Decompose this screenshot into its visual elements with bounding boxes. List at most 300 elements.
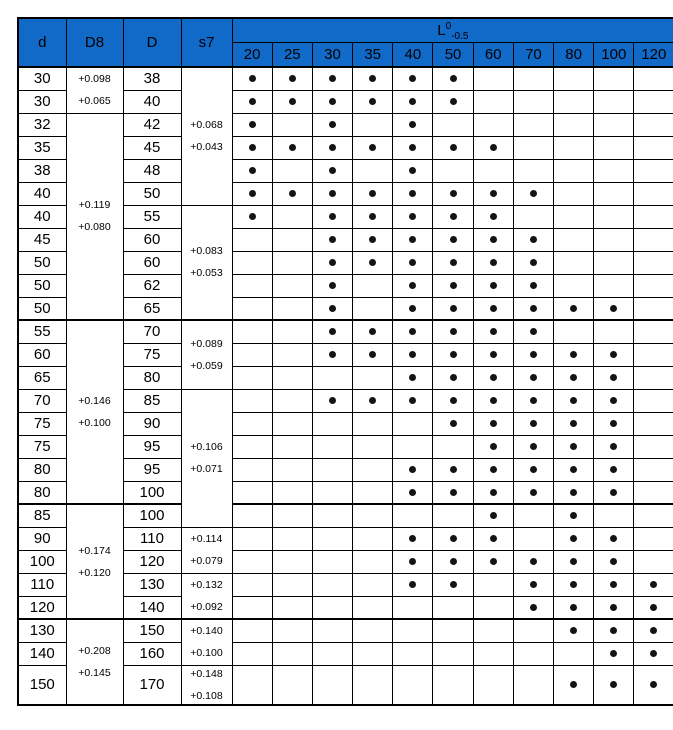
length-availability-cell — [312, 182, 352, 205]
dot-icon — [450, 144, 457, 151]
length-availability-cell — [634, 343, 673, 366]
dot-icon — [329, 351, 336, 358]
col-header-L-40: 40 — [393, 43, 433, 68]
length-availability-cell — [554, 297, 594, 320]
d-value-cell: 75 — [18, 435, 66, 458]
length-availability-cell — [634, 320, 673, 343]
table-row — [18, 320, 673, 343]
length-availability-cell — [554, 550, 594, 573]
length-availability-cell — [353, 159, 393, 182]
dot-icon — [289, 98, 296, 105]
length-availability-cell — [513, 412, 553, 435]
length-availability-cell — [473, 573, 513, 596]
length-availability-cell — [634, 527, 673, 550]
length-availability-cell — [393, 642, 433, 665]
length-availability-cell — [272, 251, 312, 274]
dot-icon — [329, 121, 336, 128]
d-value-cell: 150 — [18, 665, 66, 705]
dot-icon — [490, 259, 497, 266]
length-availability-cell — [554, 412, 594, 435]
length-availability-cell — [634, 619, 673, 642]
dot-icon — [530, 305, 537, 312]
length-availability-cell — [554, 435, 594, 458]
tolerance-upper: +0.140 — [190, 625, 223, 638]
length-availability-cell — [232, 159, 272, 182]
tolerance-lower: +0.071 — [190, 463, 223, 475]
length-availability-cell — [353, 596, 393, 619]
dot-icon — [369, 190, 376, 197]
length-availability-cell — [594, 320, 634, 343]
dot-icon — [610, 558, 617, 565]
length-availability-cell — [634, 504, 673, 527]
length-availability-cell — [232, 67, 272, 90]
length-availability-cell — [232, 642, 272, 665]
length-availability-cell — [554, 642, 594, 665]
length-availability-cell — [513, 573, 553, 596]
D-value-cell: 140 — [123, 596, 181, 619]
s7-tolerance-cell — [181, 665, 232, 705]
length-availability-cell — [312, 550, 352, 573]
dot-icon — [329, 98, 336, 105]
tolerance-upper: +0.068 — [190, 119, 223, 132]
length-availability-cell — [353, 67, 393, 90]
dot-icon — [369, 144, 376, 151]
length-availability-cell — [393, 90, 433, 113]
dot-icon — [409, 581, 416, 588]
length-availability-cell — [594, 412, 634, 435]
length-availability-cell — [433, 113, 473, 136]
D-value-cell: 48 — [123, 159, 181, 182]
dot-icon — [570, 374, 577, 381]
length-availability-cell — [634, 297, 673, 320]
length-availability-cell — [554, 182, 594, 205]
length-availability-cell — [554, 366, 594, 389]
tolerance-upper: +0.148 — [190, 667, 223, 680]
dot-icon — [450, 558, 457, 565]
length-availability-cell — [473, 274, 513, 297]
length-availability-cell — [554, 113, 594, 136]
table-row — [18, 67, 673, 90]
length-availability-cell — [272, 136, 312, 159]
length-availability-cell — [473, 343, 513, 366]
length-availability-cell — [353, 435, 393, 458]
length-availability-cell — [272, 366, 312, 389]
dot-icon — [490, 213, 497, 220]
dot-icon — [329, 213, 336, 220]
length-availability-cell — [312, 228, 352, 251]
length-availability-cell — [312, 412, 352, 435]
d-value-cell: 75 — [18, 412, 66, 435]
dot-icon — [450, 466, 457, 473]
length-availability-cell — [353, 573, 393, 596]
length-availability-cell — [594, 435, 634, 458]
length-availability-cell — [353, 619, 393, 642]
dot-icon — [570, 466, 577, 473]
col-header-L-30: 30 — [312, 43, 352, 68]
length-availability-cell — [393, 228, 433, 251]
dot-icon — [249, 144, 256, 151]
tolerance-lower: +0.065 — [78, 95, 111, 108]
length-availability-cell — [433, 389, 473, 412]
length-availability-cell — [272, 481, 312, 504]
dot-icon — [450, 213, 457, 220]
d-value-cell: 65 — [18, 366, 66, 389]
tolerance-lower: +0.059 — [190, 359, 223, 372]
length-availability-cell — [513, 389, 553, 412]
length-availability-cell — [594, 573, 634, 596]
dot-icon — [570, 443, 577, 450]
dot-icon — [530, 558, 537, 565]
s7-tolerance-cell — [181, 527, 232, 573]
length-availability-cell — [473, 136, 513, 159]
length-availability-cell — [594, 389, 634, 412]
length-availability-cell — [312, 159, 352, 182]
length-availability-cell — [554, 274, 594, 297]
length-availability-cell — [232, 573, 272, 596]
D-value-cell: 55 — [123, 205, 181, 228]
dot-icon — [450, 535, 457, 542]
length-availability-cell — [513, 619, 553, 642]
length-availability-cell — [353, 481, 393, 504]
dot-icon — [369, 328, 376, 335]
dot-icon — [610, 443, 617, 450]
dot-icon — [329, 259, 336, 266]
length-availability-cell — [473, 366, 513, 389]
D-value-cell: 60 — [123, 251, 181, 274]
length-availability-cell — [393, 297, 433, 320]
length-availability-cell — [312, 136, 352, 159]
D-value-cell: 70 — [123, 320, 181, 343]
length-availability-cell — [433, 320, 473, 343]
length-availability-cell — [513, 550, 553, 573]
length-availability-cell — [594, 67, 634, 90]
length-availability-cell — [433, 596, 473, 619]
tolerance-upper: +0.106 — [190, 441, 223, 453]
d-value-cell: 40 — [18, 182, 66, 205]
length-availability-cell — [594, 642, 634, 665]
length-availability-cell — [232, 136, 272, 159]
D-value-cell: 160 — [123, 642, 181, 665]
col-header-L — [232, 18, 673, 43]
dot-icon — [570, 397, 577, 404]
dot-icon — [610, 305, 617, 312]
length-availability-cell — [312, 274, 352, 297]
length-availability-cell — [473, 251, 513, 274]
length-availability-cell — [272, 619, 312, 642]
dot-icon — [530, 581, 537, 588]
dot-icon — [450, 98, 457, 105]
length-availability-cell — [393, 159, 433, 182]
length-availability-cell — [513, 458, 553, 481]
length-availability-cell — [232, 665, 272, 705]
d-value-cell: 50 — [18, 297, 66, 320]
tolerance-upper: +0.174 — [78, 544, 111, 557]
length-availability-cell — [554, 228, 594, 251]
length-availability-cell — [594, 136, 634, 159]
dot-icon — [409, 259, 416, 266]
length-availability-cell — [634, 642, 673, 665]
dot-icon — [490, 397, 497, 404]
length-availability-cell — [513, 366, 553, 389]
length-availability-cell — [433, 182, 473, 205]
length-availability-cell — [312, 642, 352, 665]
length-availability-cell — [353, 274, 393, 297]
length-availability-cell — [473, 550, 513, 573]
D-value-cell: 80 — [123, 366, 181, 389]
table-row — [18, 504, 673, 527]
length-availability-cell — [594, 619, 634, 642]
dot-icon — [490, 558, 497, 565]
D-value-cell: 85 — [123, 389, 181, 412]
length-availability-cell — [393, 113, 433, 136]
length-availability-cell — [634, 412, 673, 435]
length-availability-cell — [232, 550, 272, 573]
length-availability-cell — [353, 251, 393, 274]
length-availability-cell — [634, 573, 673, 596]
length-availability-cell — [393, 343, 433, 366]
dot-icon — [530, 190, 537, 197]
length-availability-cell — [634, 389, 673, 412]
length-availability-cell — [393, 67, 433, 90]
length-availability-cell — [473, 642, 513, 665]
dot-icon — [610, 489, 617, 496]
length-availability-cell — [554, 251, 594, 274]
dot-icon — [409, 282, 416, 289]
dot-icon — [610, 466, 617, 473]
length-availability-cell — [353, 297, 393, 320]
d-value-cell: 90 — [18, 527, 66, 550]
length-availability-cell — [594, 251, 634, 274]
length-availability-cell — [634, 665, 673, 705]
tolerance-lower: +0.092 — [190, 600, 223, 613]
length-availability-cell — [594, 228, 634, 251]
length-availability-cell — [554, 136, 594, 159]
length-availability-cell — [634, 182, 673, 205]
D-value-cell: 50 — [123, 182, 181, 205]
dot-icon — [249, 213, 256, 220]
col-header-L-80: 80 — [554, 43, 594, 68]
length-availability-cell — [513, 113, 553, 136]
dot-icon — [450, 236, 457, 243]
length-availability-cell — [554, 205, 594, 228]
dot-icon — [249, 167, 256, 174]
length-availability-cell — [554, 573, 594, 596]
dot-icon — [570, 305, 577, 312]
dot-icon — [610, 650, 617, 657]
dot-icon — [490, 489, 497, 496]
d-value-cell: 50 — [18, 251, 66, 274]
length-availability-cell — [473, 665, 513, 705]
length-availability-cell — [232, 412, 272, 435]
length-availability-cell — [594, 90, 634, 113]
dot-icon — [329, 190, 336, 197]
length-availability-cell — [554, 458, 594, 481]
length-availability-cell — [393, 182, 433, 205]
length-availability-cell — [433, 90, 473, 113]
s7-tolerance-cell — [181, 389, 232, 527]
length-availability-cell — [353, 182, 393, 205]
length-availability-cell — [272, 297, 312, 320]
length-availability-cell — [272, 389, 312, 412]
length-availability-cell — [312, 435, 352, 458]
D-value-cell: 62 — [123, 274, 181, 297]
tolerance-lower: +0.108 — [190, 689, 223, 702]
length-availability-cell — [594, 481, 634, 504]
dot-icon — [329, 282, 336, 289]
length-availability-cell — [312, 67, 352, 90]
length-availability-cell — [272, 550, 312, 573]
length-availability-cell — [513, 159, 553, 182]
dot-icon — [409, 466, 416, 473]
dot-icon — [409, 236, 416, 243]
length-availability-cell — [272, 435, 312, 458]
dot-icon — [289, 190, 296, 197]
length-availability-cell — [353, 136, 393, 159]
length-availability-cell — [473, 228, 513, 251]
D-value-cell: 40 — [123, 90, 181, 113]
length-availability-cell — [272, 458, 312, 481]
tolerance-lower: +0.120 — [78, 566, 111, 579]
length-availability-cell — [272, 320, 312, 343]
dot-icon — [329, 305, 336, 312]
length-availability-cell — [232, 228, 272, 251]
length-availability-cell — [473, 205, 513, 228]
dot-icon — [289, 144, 296, 151]
dot-icon — [329, 397, 336, 404]
dot-icon — [409, 144, 416, 151]
dot-icon — [530, 328, 537, 335]
dot-icon — [369, 259, 376, 266]
length-availability-cell — [433, 573, 473, 596]
length-availability-cell — [353, 205, 393, 228]
length-availability-cell — [594, 182, 634, 205]
length-availability-cell — [473, 481, 513, 504]
dot-icon — [490, 305, 497, 312]
length-availability-cell — [232, 458, 272, 481]
length-availability-cell — [473, 113, 513, 136]
dot-icon — [249, 98, 256, 105]
length-availability-cell — [312, 205, 352, 228]
length-availability-cell — [594, 458, 634, 481]
length-availability-cell — [433, 297, 473, 320]
dot-icon — [610, 397, 617, 404]
d8-tolerance-cell — [66, 619, 123, 705]
dot-icon — [570, 627, 577, 634]
length-availability-cell — [393, 136, 433, 159]
dot-icon — [530, 420, 537, 427]
dot-icon — [610, 604, 617, 611]
length-availability-cell — [353, 90, 393, 113]
dot-icon — [530, 282, 537, 289]
length-availability-cell — [513, 136, 553, 159]
length-availability-cell — [473, 320, 513, 343]
dot-icon — [409, 121, 416, 128]
length-availability-cell — [513, 504, 553, 527]
dot-icon — [409, 535, 416, 542]
length-availability-cell — [393, 665, 433, 705]
D-value-cell: 38 — [123, 67, 181, 90]
length-availability-cell — [232, 481, 272, 504]
tolerance-upper: +0.146 — [78, 395, 111, 407]
length-availability-cell — [232, 205, 272, 228]
length-availability-cell — [594, 550, 634, 573]
d-value-cell: 45 — [18, 228, 66, 251]
length-availability-cell — [433, 228, 473, 251]
length-availability-cell — [634, 550, 673, 573]
dot-icon — [369, 236, 376, 243]
tolerance-upper: +0.114 — [190, 533, 223, 545]
length-availability-cell — [393, 435, 433, 458]
length-availability-cell — [594, 297, 634, 320]
dot-icon — [409, 213, 416, 220]
dot-icon — [409, 558, 416, 565]
dot-icon — [570, 558, 577, 565]
length-availability-cell — [433, 205, 473, 228]
s7-tolerance-cell — [181, 320, 232, 389]
dot-icon — [570, 604, 577, 611]
length-availability-cell — [272, 228, 312, 251]
dot-icon — [530, 397, 537, 404]
length-availability-cell — [594, 366, 634, 389]
d8-tolerance-cell — [66, 67, 123, 113]
D-value-cell: 42 — [123, 113, 181, 136]
d-value-cell: 120 — [18, 596, 66, 619]
length-availability-cell — [232, 527, 272, 550]
dot-icon — [530, 466, 537, 473]
d-value-cell: 110 — [18, 573, 66, 596]
length-availability-cell — [272, 527, 312, 550]
table-header — [18, 18, 673, 67]
length-availability-cell — [272, 113, 312, 136]
length-availability-cell — [473, 90, 513, 113]
s7-tolerance-cell — [181, 619, 232, 665]
length-availability-cell — [473, 412, 513, 435]
length-availability-cell — [393, 389, 433, 412]
d-value-cell: 50 — [18, 274, 66, 297]
length-availability-cell — [594, 596, 634, 619]
length-availability-cell — [232, 366, 272, 389]
length-availability-cell — [554, 320, 594, 343]
dot-icon — [450, 581, 457, 588]
dot-icon — [570, 681, 577, 688]
dot-icon — [490, 420, 497, 427]
d-value-cell: 85 — [18, 504, 66, 527]
dot-icon — [530, 604, 537, 611]
length-availability-cell — [433, 136, 473, 159]
length-availability-cell — [634, 205, 673, 228]
d8-tolerance-cell — [66, 113, 123, 320]
length-availability-cell — [232, 274, 272, 297]
length-availability-cell — [232, 343, 272, 366]
length-availability-cell — [312, 343, 352, 366]
col-header-L-25: 25 — [272, 43, 312, 68]
dot-icon — [249, 190, 256, 197]
length-availability-cell — [312, 320, 352, 343]
length-availability-cell — [433, 504, 473, 527]
length-availability-cell — [634, 113, 673, 136]
dot-icon — [570, 535, 577, 542]
length-availability-cell — [272, 67, 312, 90]
length-availability-cell — [312, 619, 352, 642]
length-availability-cell — [433, 343, 473, 366]
D-value-cell: 95 — [123, 435, 181, 458]
d-value-cell: 60 — [18, 343, 66, 366]
dot-icon — [450, 374, 457, 381]
length-availability-cell — [634, 481, 673, 504]
length-availability-cell — [312, 573, 352, 596]
length-availability-cell — [594, 205, 634, 228]
length-availability-cell — [353, 320, 393, 343]
